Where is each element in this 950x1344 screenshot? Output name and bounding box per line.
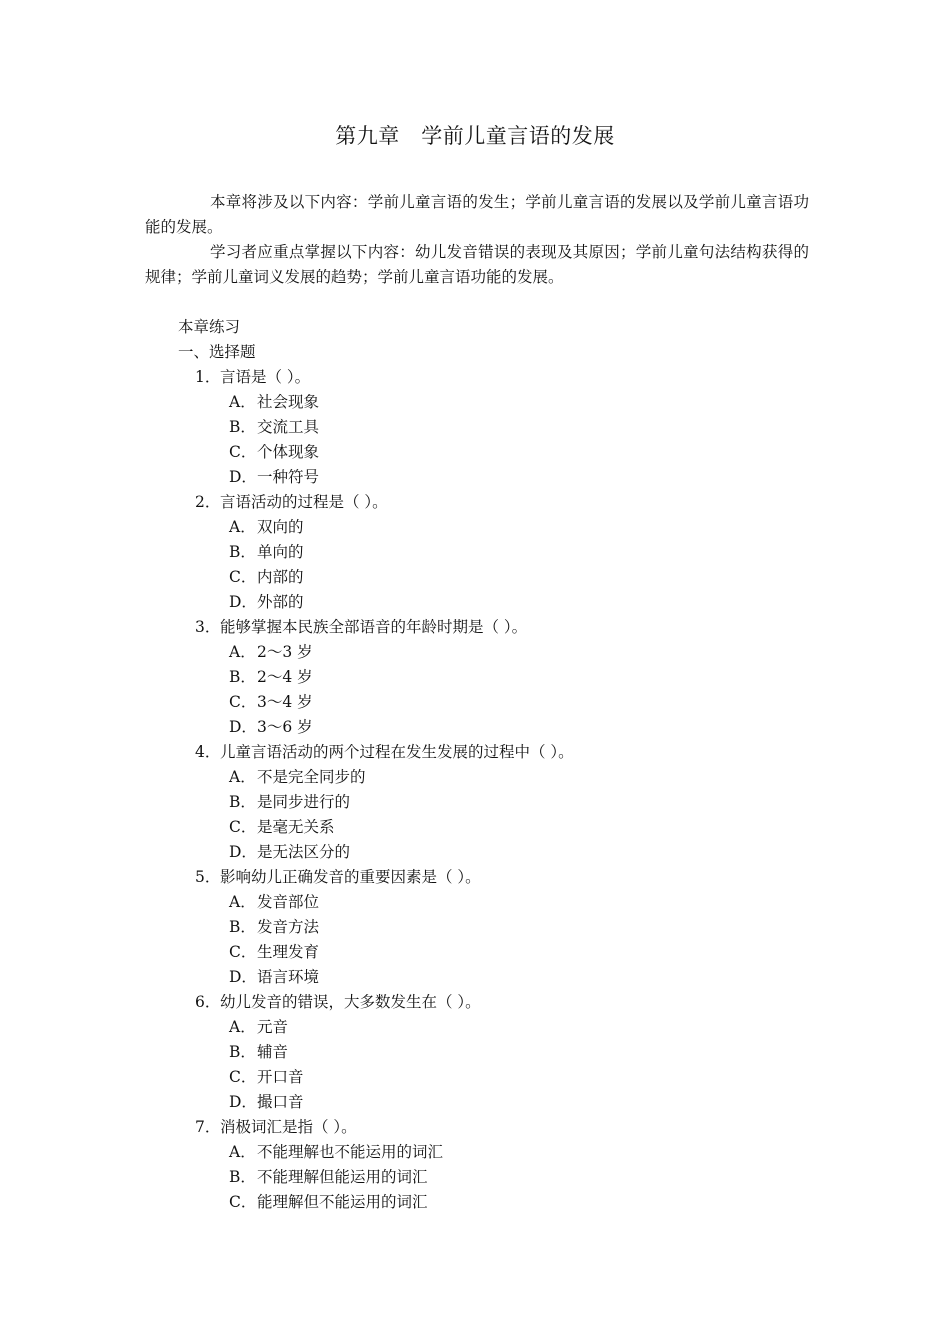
option-letter: C． [229,1193,257,1211]
question-number: 1． [195,368,221,386]
option-text: 语言环境 [257,968,320,986]
option-letter: C． [229,568,257,586]
option-text: 内部的 [257,568,304,586]
question-stem [0,615,950,640]
answer-option [0,1190,950,1215]
question-item [0,865,950,990]
option-letter: C． [229,943,257,961]
answer-option [0,640,950,665]
chapter-title: 第九章 学前儿童言语的发展 [335,124,615,148]
option-text: 一种符号 [257,468,320,486]
question-text: 能够掌握本民族全部语音的年龄时期是（ ）。 [220,618,528,636]
answer-option [0,1040,950,1065]
option-letter: D． [229,843,257,861]
intro-paragraph-key-points: 学习者应重点掌握以下内容：幼儿发音错误的表现及其原因；学前儿童句法结构获得的规律；学前儿童词义发展的趋势；学前儿童言语功能的发展。 [145,243,809,286]
question-item [0,615,950,740]
question-stem [0,990,950,1015]
question-text: 言语是（ ）。 [220,368,311,386]
option-letter: B． [229,418,256,436]
multiple-choice-heading: 一、选择题 [178,343,256,361]
option-letter: B． [229,793,256,811]
option-letter: B． [229,1168,256,1186]
answer-option [0,440,950,465]
question-item [0,490,950,615]
option-text: 交流工具 [257,418,320,436]
answer-option [0,1065,950,1090]
answer-option [0,940,950,965]
option-letter: C． [229,818,257,836]
option-text: 双向的 [257,518,304,536]
option-letter: A． [229,1143,256,1161]
answer-option [0,1090,950,1115]
option-text: 是毫无关系 [257,818,335,836]
question-number: 6． [195,993,221,1011]
answer-option [0,1140,950,1165]
question-item [0,365,950,490]
option-letter: A． [229,768,256,786]
answer-option [0,1015,950,1040]
answer-option [0,765,950,790]
answer-option [0,590,950,615]
question-item [0,1115,950,1215]
option-letter: C． [229,693,257,711]
question-list [0,365,950,1215]
option-letter: B． [229,1043,256,1061]
option-text: 2～3 岁 [257,643,313,661]
option-list [0,390,950,490]
answer-option [0,890,950,915]
question-stem [0,1115,950,1140]
question-stem [0,365,950,390]
option-text: 撮口音 [257,1093,304,1111]
option-letter: C． [229,443,257,461]
question-text: 影响幼儿正确发音的重要因素是（ ）。 [220,868,481,886]
option-list [0,1015,950,1115]
question-text: 儿童言语活动的两个过程在发生发展的过程中（ ）。 [220,743,574,761]
option-text: 单向的 [257,543,304,561]
answer-option [0,790,950,815]
option-text: 2～4 岁 [257,668,313,686]
option-list [0,515,950,615]
option-text: 发音方法 [257,918,320,936]
option-letter: D． [229,718,257,736]
option-list [0,640,950,740]
option-text: 不是完全同步的 [257,768,366,786]
question-number: 4． [195,743,221,761]
option-letter: A． [229,643,256,661]
option-list [0,890,950,990]
option-letter: A． [229,1018,256,1036]
option-text: 元音 [257,1018,289,1036]
question-text: 言语活动的过程是（ ）。 [220,493,388,511]
option-text: 3～6 岁 [257,718,313,736]
option-list [0,1140,950,1215]
option-letter: D． [229,593,257,611]
answer-option [0,690,950,715]
answer-option [0,665,950,690]
option-text: 生理发育 [257,943,320,961]
exercise-heading: 本章练习 [178,318,241,336]
answer-option [0,815,950,840]
answer-option [0,415,950,440]
question-text: 消极词汇是指（ ）。 [220,1118,357,1136]
question-item [0,740,950,865]
option-text: 3～4 岁 [257,693,313,711]
option-text: 是同步进行的 [257,793,351,811]
option-text: 能理解但不能运用的词汇 [257,1193,428,1211]
answer-option [0,915,950,940]
option-letter: B． [229,543,256,561]
answer-option [0,540,950,565]
option-text: 发音部位 [257,893,320,911]
option-letter: D． [229,468,257,486]
answer-option [0,565,950,590]
option-text: 不能理解也不能运用的词汇 [257,1143,444,1161]
option-text: 开口音 [257,1068,304,1086]
question-text: 幼儿发音的错误，大多数发生在（ ）。 [220,993,481,1011]
answer-option [0,715,950,740]
answer-option [0,390,950,415]
option-letter: D． [229,968,257,986]
option-letter: A． [229,393,256,411]
option-text: 外部的 [257,593,304,611]
question-number: 3． [195,618,221,636]
option-letter: C． [229,1068,257,1086]
option-text: 辅音 [257,1043,289,1061]
option-letter: A． [229,518,256,536]
answer-option [0,465,950,490]
answer-option [0,965,950,990]
answer-option [0,1165,950,1190]
answer-option [0,515,950,540]
option-text: 不能理解但能运用的词汇 [257,1168,428,1186]
option-text: 是无法区分的 [257,843,351,861]
option-letter: D． [229,1093,257,1111]
question-stem [0,740,950,765]
question-number: 5． [195,868,221,886]
question-stem [0,490,950,515]
answer-option [0,840,950,865]
question-number: 7． [195,1118,221,1136]
option-letter: B． [229,668,256,686]
question-stem [0,865,950,890]
intro-paragraph-scope: 本章将涉及以下内容：学前儿童言语的发生；学前儿童言语的发展以及学前儿童言语功能的发展。 [145,193,809,236]
option-letter: A． [229,893,256,911]
option-text: 个体现象 [257,443,320,461]
question-item [0,990,950,1115]
option-letter: B． [229,918,256,936]
question-number: 2． [195,493,221,511]
option-text: 社会现象 [257,393,320,411]
option-list [0,765,950,865]
